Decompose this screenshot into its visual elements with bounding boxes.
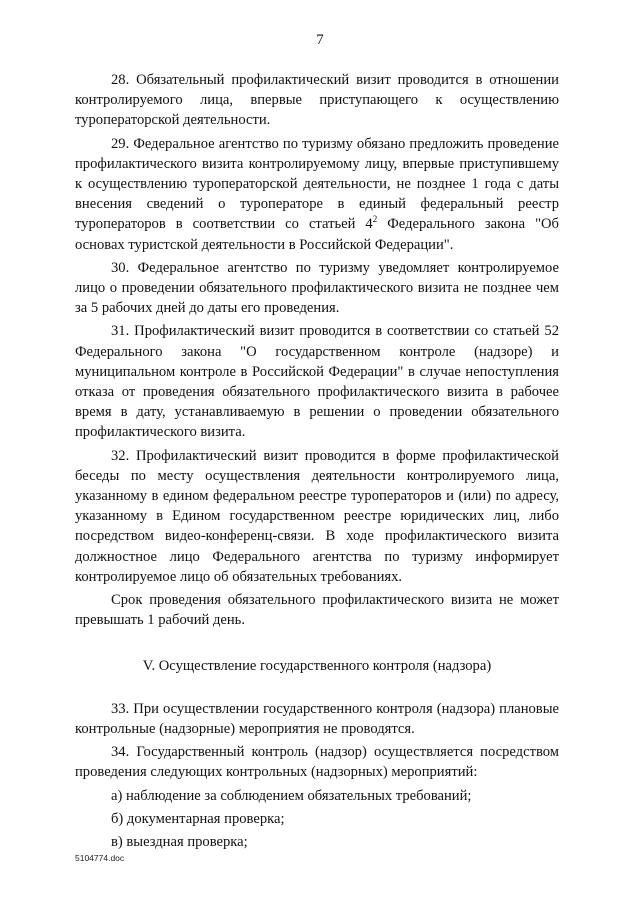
- page-number: 7: [316, 32, 324, 48]
- paragraph-33: 33. При осуществлении государственного контроля (надзора) плановые контрольные (надзорные) мероприятия не проводятся.: [75, 700, 559, 737]
- list-item: а) наблюдение за соблюдением обязательных требований;: [111, 787, 472, 804]
- paragraph-31: 31. Профилактический визит проводится в соответствии со статьей 52 Федерального закона "О государственном контроле (надзоре) и муниципальном контроле в Российской Федерации" в случае непоступления отказа от проведения обязательного профилактического визита в рабочее время в дату, устанавливаемую в решении о проведении обязательного профилактического визита.: [75, 323, 559, 441]
- footer-file-code: 5104774.doc: [75, 853, 125, 863]
- list-item: в) выездная проверка;: [111, 833, 248, 850]
- document-body: [75, 70, 559, 855]
- paragraph-29-tail: Федерального закона "Об основах туристской деятельности в Российской Федерации".: [75, 216, 559, 253]
- paragraph-29-superscript: 2: [372, 214, 378, 225]
- paragraph-30: 30. Федеральное агентство по туризму уведомляет контролируемое лицо о проведении обязательного профилактического визита не позднее чем за 5 рабочих дней до даты его проведения.: [75, 259, 559, 317]
- section-heading: V. Осуществление государственного контроля (надзора): [142, 658, 492, 675]
- list-item: б) документарная проверка;: [111, 810, 285, 827]
- paragraph-duration: Срок проведения обязательного профилактического визита не может превышать 1 рабочий день.: [75, 592, 559, 629]
- paragraph-34: 34. Государственный контроль (надзор) осуществляется посредством проведения следующих контрольных (надзорных) мероприятий:: [75, 744, 559, 781]
- paragraph-29-text: 29. Федеральное агентство по туризму обязано предложить проведение профилактического визита контролируемому лицу, впервые приступившему к осуществлению туроператорской деятельности, не позднее 1 года с даты внесения сведений о туроператоре в единый федеральный реестр туроператоров в соответствии со статьей 4: [75, 135, 559, 233]
- paragraph-29: [75, 134, 559, 255]
- paragraph-28: 28. Обязательный профилактический визит проводится в отношении контролируемого лица, впервые приступающего к осуществлению туроператорской деятельности.: [75, 72, 559, 129]
- paragraph-32: 32. Профилактический визит проводится в форме профилактической беседы по месту осуществления деятельности контролируемого лица, указанному в едином федеральном реестре туроператоров и (или) по адресу, указанному в Едином государственном реестре юридических лиц, либо посредством видео-конференц-связи. В ходе профилактического визита должностное лицо Федерального агентства по туризму информирует контролируемое лицо об обязательных требованиях.: [75, 447, 559, 585]
